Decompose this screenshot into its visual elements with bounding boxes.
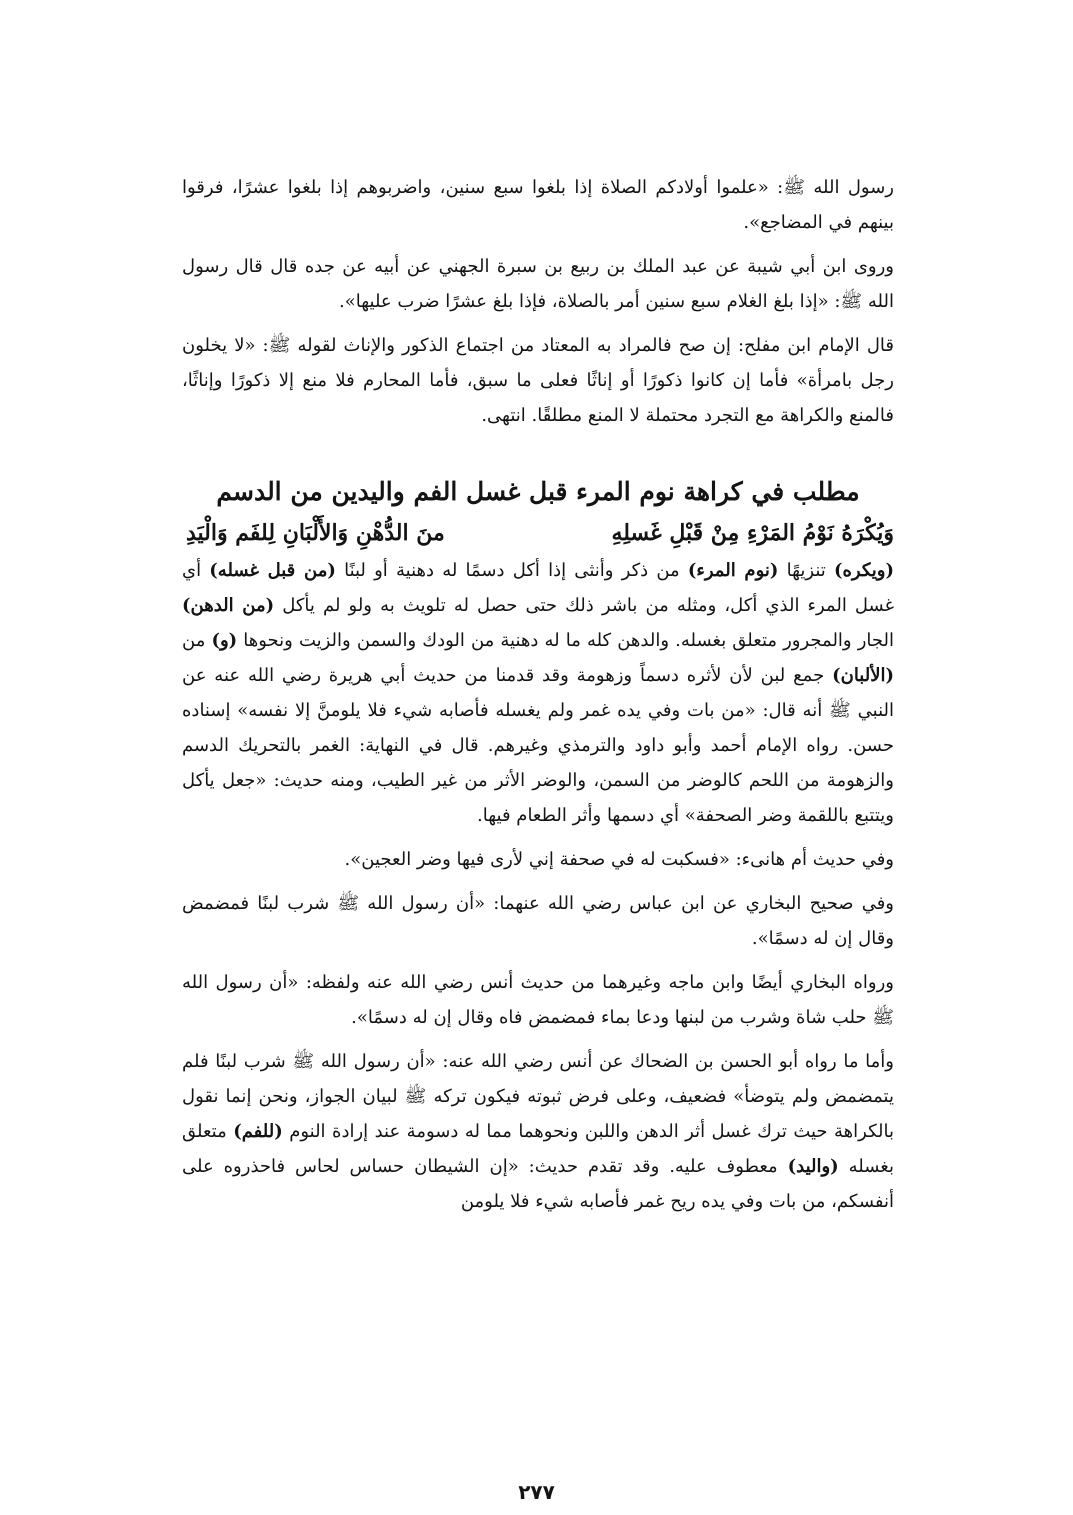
text-segment: وأما ما رواه أبو الحسن بن الضحاك عن أنس رضي الله عنه: «أن رسول الله ﷺ شرب لبنًا فلم يتمضمض ولم يتوضأ» فضعيف، وعلى فرض ثبوته فيكون تركه ﷺ لبيان الجواز، ونحن إنما نقول بالكراهة حيث ترك غسل أثر الدهن واللبن ونحوهما مما له دسومة عند إرادة النوم [182, 1051, 895, 1142]
text-block-after-heading [182, 553, 894, 1219]
text-segment: جمع لبن لأن لأثره دسماً وزهومة وقد قدمنا من حديث أبي هريرة رضي الله عنه عن النبي ﷺ أنه قال: «من بات وفي يده غمر ولم يغسله فأصابه شيء فلا يلومنَّ إلا نفسه» إسناده حسن. رواه الإمام أحمد وأبو داود والترمذي وغيرهم. قال في النهاية: الغمر بالتحريك الدسم والزهومة من اللحم كالوضر من السمن، والوضر الأثر من غير الطيب، ومنه حديث: «جعل يأكل ويتتبع باللقمة وضر الصحفة» أي دسمها وأثر الطعام فيها. [182, 665, 894, 826]
text-segment: معطوف عليه. وقد تقدم حديث: «إن الشيطان حساس لحاس فاحذروه على أنفسكم، من بات وفي يده ريح غمر فأصابه شيء فلا يلومن [182, 1156, 894, 1212]
verse-line [182, 513, 894, 553]
paragraph [182, 328, 894, 433]
bold-text-segment: (من الدهن) [182, 595, 275, 616]
paragraph [182, 1044, 894, 1219]
text-segment: وروى ابن أبي شيبة عن عبد الملك بن ربيع بن سبرة الجهني عن أبيه عن جده قال قال رسول الله ﷺ: «إذا بلغ الغلام سبع سنين أمر بالصلاة، فإذا بلغ عشرًا ضرب عليها». [182, 256, 894, 312]
bold-text-segment: (من قبل غسله) [209, 560, 336, 581]
bold-text-segment: (واليد) [787, 1156, 839, 1177]
page-number: ٢٧٧ [518, 1480, 555, 1504]
text-block-before-heading [182, 170, 894, 433]
paragraph [182, 965, 894, 1035]
verse-first-hemistich: وَيُكْرَهُ نَوْمُ المَرْءِ مِنْ قَبْلِ غَسلِهِ [611, 520, 894, 546]
bold-text-segment: (للفم) [233, 1121, 283, 1142]
text-segment: متعلق بغسله [182, 1121, 894, 1177]
text-segment: قال الإمام ابن مفلح: إن صح فالمراد به المعتاد من اجتماع الذكور والإناث لقوله ﷺ: «لا يخلون رجل بامرأة» فأما إن كانوا ذكورًا أو إناثًا فعلى ما سبق، فأما المحارم فلا منع إلا ذكورًا وإناثًا، فالمنع والكراهة مع التجرد محتملة لا المنع مطلقًا. انتهى. [182, 335, 894, 426]
paragraph [182, 553, 894, 833]
verse-second-hemistich: منَ الدُّهْنِ وَالأَلْبَانِ لِلفَم وَالْيَدِ [186, 520, 445, 546]
text-segment: الجار والمجرور متعلق بغسله. والدهن كله ما له دهنية من الودك والسمن والزيت ونحوها [237, 630, 894, 651]
text-segment: من [182, 630, 212, 651]
page-body [182, 170, 894, 1228]
bold-text-segment: (و) [211, 630, 238, 651]
paragraph [182, 886, 894, 956]
text-segment: أي غسل المرء الذي أكل، ومثله من باشر ذلك حتى حصل له تلويث به ولو لم يأكل [182, 560, 894, 616]
paragraph [182, 842, 894, 877]
section-heading: مطلب في كراهة نوم المرء قبل غسل الفم واليدين من الدسم [216, 477, 860, 506]
bold-text-segment: (ويكره) [833, 560, 894, 581]
text-segment: من ذكر وأنثى إذا أكل دسمًا له دهنية أو لبنًا [335, 560, 688, 581]
paragraph [182, 170, 894, 240]
bold-text-segment: (الألبان) [832, 665, 894, 686]
text-segment: ورواه البخاري أيضًا وابن ماجه وغيرهما من حديث أنس رضي الله عنه ولفظه: «أن رسول الله ﷺ حلب شاة وشرب من لبنها ودعا بماء فمضمض فاه وقال إن له دسمًا». [182, 972, 894, 1028]
text-segment: وفي صحيح البخاري عن ابن عباس رضي الله عنهما: «أن رسول الله ﷺ شرب لبنًا فمضمض وقال إن له دسمًا». [182, 893, 894, 949]
text-segment: وفي حديث أم هانىء: «فسكبت له في صحفة إني لأرى فيها وضر العجين». [344, 849, 894, 870]
paragraph [182, 249, 894, 319]
bold-text-segment: (نوم المرء) [687, 560, 779, 581]
text-segment: تنزيهًا [778, 560, 834, 581]
text-segment: رسول الله ﷺ: «علموا أولادكم الصلاة إذا بلغوا سبع سنين، واضربوهم إذا بلغوا عشرًا، فرقوا بينهم في المضاجع». [182, 177, 894, 233]
